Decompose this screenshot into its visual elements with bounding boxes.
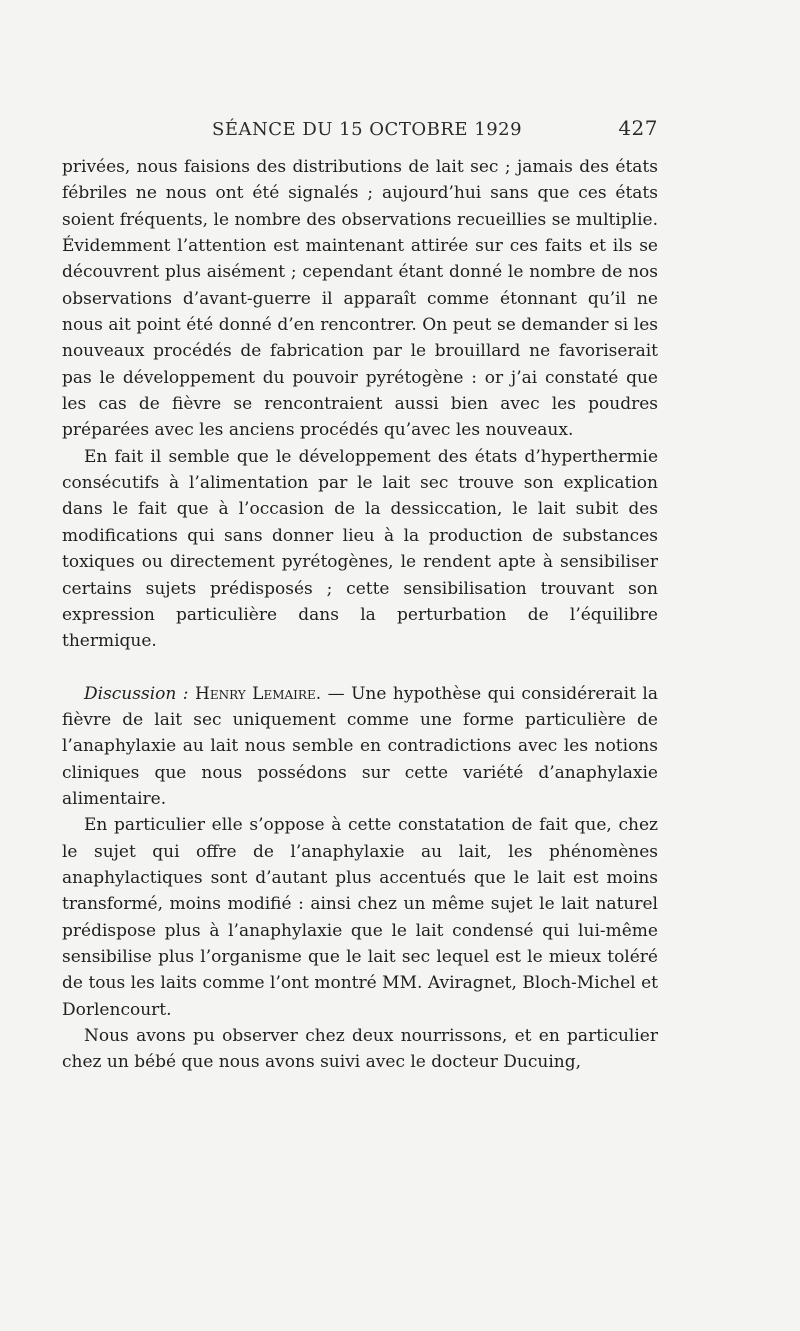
running-header bbox=[62, 116, 658, 154]
paragraph-4: En particulier elle s’oppose à cette constatation de fait que, chez le sujet qui offre de l’anaphylaxie au lait, les phénomènes anaphylactiques sont d’autant plus accentués que le lait est moins transformé, moins modifié : ainsi chez un même sujet le lait naturel prédispose plus à l’anaphylaxie que le lait condensé qui lui-même sensibilise plus l’organisme que le lait sec lequel est le mieux toléré de tous les laits comme l’ont montré MM. Aviragnet, Bloch-Michel et Dorlencourt. bbox=[62, 815, 658, 1020]
paragraph-2: En fait il semble que le développement des états d’hyperthermie consécutifs à l’alimentation par le lait sec trouve son explication dans le fait que à l’occasion de la dessiccation, le lait subit des modifications qui sans donner lieu à la production de substances toxiques ou directement pyrétogènes, le rendent apte à sensibiliser certains sujets prédisposés ; cette sensibilisation trouvant son expression particulière dans la perturbation de l’équilibre thermique. bbox=[62, 446, 658, 652]
body-text bbox=[62, 154, 658, 1076]
paragraph-5: Nous avons pu observer chez deux nourrissons, et en particulier chez un bébé que nous avons suivi avec le docteur Ducuing, bbox=[62, 1026, 658, 1073]
discussion-text: — Une hypothèse qui considérerait la fièvre de lait sec uniquement comme une forme particulière de l’anaphylaxie au lait nous semble en contradictions avec les notions cliniques que nous possédons sur cette variété d’anaphylaxie alimentaire. bbox=[62, 683, 658, 809]
discussion-label: Discussion : bbox=[84, 683, 189, 704]
page-number: 427 bbox=[618, 116, 658, 140]
running-header-title: SÉANCE DU 15 OCTOBRE 1929 bbox=[212, 119, 523, 140]
book-page bbox=[62, 116, 658, 1076]
discussion-speaker: Henry Lemaire. bbox=[195, 683, 322, 704]
discussion-paragraph bbox=[62, 681, 658, 813]
paragraph-1: privées, nous faisions des distributions de lait sec ; jamais des états fébriles ne nous ont été signalés ; aujourd’hui sans que ces états soient fréquents, le nombre des observations recueillies se multiplie. Évidemment l’attention est maintenant attirée sur ces faits et ils se découvrent plus aisément ; cependant étant donné le nombre de nos observations d’avant-guerre il apparaît comme étonnant qu’il ne nous ait point été donné d’en rencontrer. On peut se demander si les nouveaux procédés de fabrication par le brouillard ne favoriserait pas le développement du pouvoir pyrétogène : or j’ai constaté que les cas de fièvre se rencontraient aussi bien avec les poudres préparées avec les anciens procédés qu’avec les nouveaux. bbox=[62, 157, 658, 441]
